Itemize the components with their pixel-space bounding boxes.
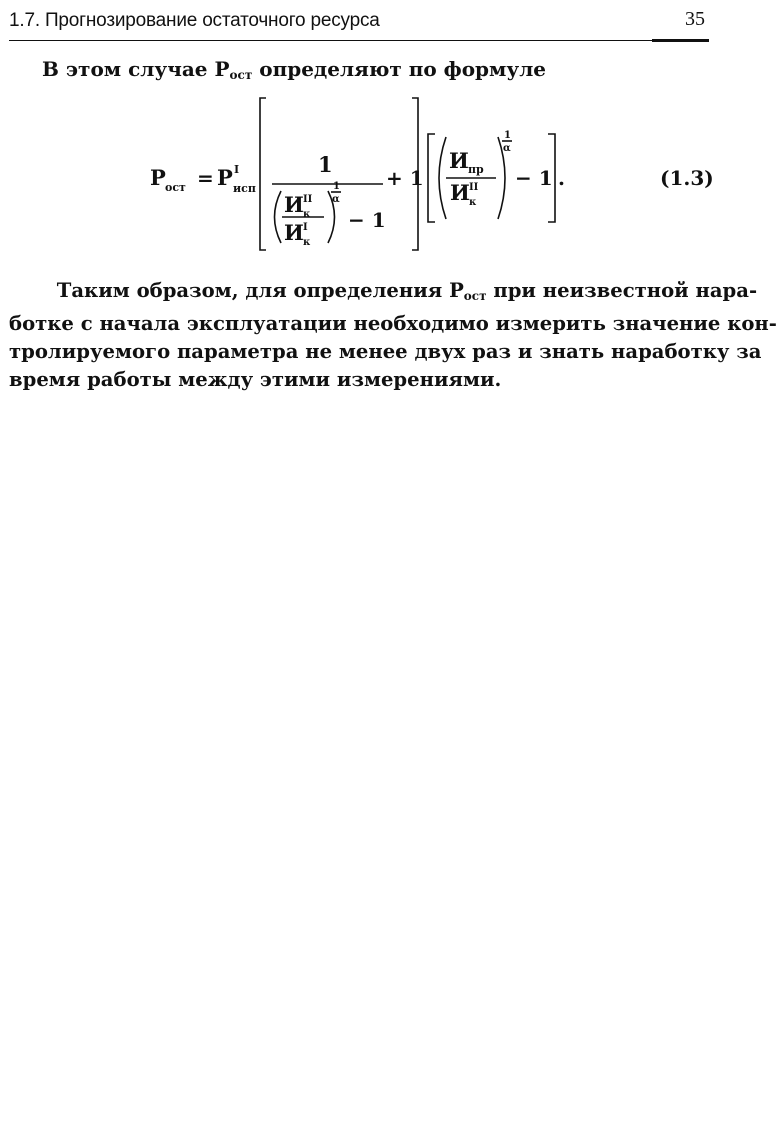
formula-number: (1.3)	[660, 166, 714, 190]
formula-period: .	[558, 166, 565, 190]
paragraph-line-1	[9, 277, 758, 310]
intro-symbol-sub: ост	[229, 68, 253, 82]
lhs-symbol: Р	[150, 165, 166, 190]
p-symbol: Р	[217, 165, 233, 190]
p-sub: исп	[233, 182, 256, 195]
inner-paren-left	[275, 191, 282, 243]
ipr-top-sub: пр	[468, 163, 484, 176]
header-rule	[9, 40, 709, 41]
ik-bottom: И	[284, 220, 304, 245]
ik-bottom-sub: к	[303, 237, 311, 248]
ik-top: И	[284, 192, 304, 217]
ik-top-sup: II	[303, 194, 313, 205]
intro-line	[42, 57, 546, 82]
section-title: 1.7. Прогнозирование остаточного ресурса	[9, 10, 380, 31]
paragraph-line-2: ботке с начала эксплуатации необходимо измерить значение кон-	[9, 312, 777, 335]
numerator-one: 1	[318, 152, 333, 177]
plus-one: + 1	[386, 166, 424, 190]
intro-text-after: определяют по формуле	[252, 57, 547, 81]
paragraph-symbol-sub: ост	[463, 289, 487, 303]
paragraph-text-before: Таким образом, для определения	[56, 279, 450, 302]
page-number: 35	[685, 8, 705, 30]
paren-pr-left	[439, 137, 446, 219]
inner-minus-one: − 1	[348, 208, 386, 232]
paragraph-line-4: время работы между этими измерениями.	[9, 368, 502, 391]
ik-right-bottom: И	[450, 180, 470, 205]
intro-text-before: В этом случае	[42, 57, 215, 81]
right-minus-one: − 1	[515, 166, 553, 190]
body-paragraph	[9, 277, 777, 394]
ik-right-bottom-sub: к	[469, 197, 477, 208]
lhs-sub: ост	[165, 181, 186, 194]
exp-left-num: 1	[333, 181, 340, 192]
right-bracket-left	[428, 134, 435, 222]
paragraph-symbol: Р	[449, 279, 464, 302]
big-bracket-left	[260, 98, 266, 250]
ik-bottom-sup: I	[303, 222, 308, 233]
exp-right-den: α	[503, 143, 511, 154]
paragraph-line-3: тролируемого параметра не менее двух раз и знать наработку за	[9, 340, 762, 363]
formula-1-3	[0, 88, 727, 258]
exp-right-num: 1	[504, 130, 511, 141]
ik-right-bottom-sup: II	[469, 182, 479, 193]
ipr-top: И	[449, 148, 469, 173]
header-rule-accent	[652, 39, 709, 42]
p-sup: I	[234, 163, 240, 176]
paragraph-text-after: при неизвестной нара-	[486, 279, 758, 302]
running-head	[9, 10, 709, 34]
equals-sign: =	[197, 166, 214, 190]
ik-top-sub: к	[303, 209, 311, 220]
intro-symbol: Р	[214, 57, 230, 81]
exp-left-den: α	[332, 194, 340, 205]
